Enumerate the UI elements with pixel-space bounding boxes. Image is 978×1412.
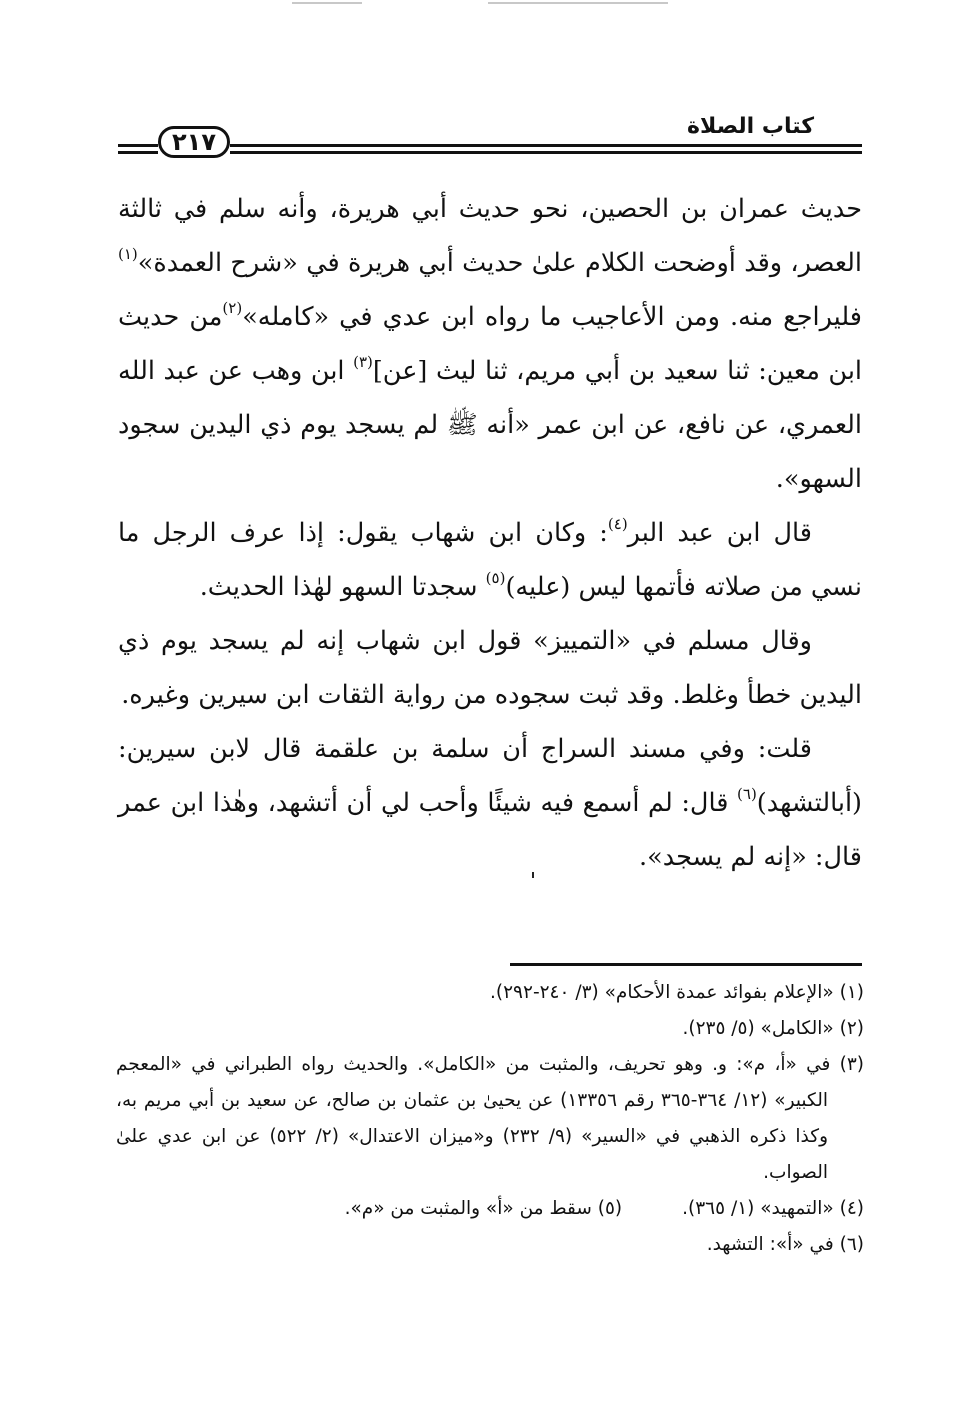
page-number: ٢١٧	[158, 126, 230, 158]
footnote: (٣) في «أ، م»: و. وهو تحريف، والمثبت من «الكامل». والحديث رواه الطبراني في «المعجم الكبير» (١٢/ ٣٦٤-٣٦٥ رقم ١٣٣٥٦) عن يحيىٰ بن عثمان بن صالح، عن سعيد بن أبي مريم به، وكذا ذكره الذهبي في «السير» (٩/ ٢٣٢) و«ميزان الاعتدال» (٢/ ٥٢٢) عن ابن عدي علىٰ الصواب.	[116, 1054, 864, 1183]
footnote: (٦) في «أ»: التشهد.	[706, 1234, 864, 1255]
footnote: (٤) «التمهيد» (١/ ٣٦٥).	[682, 1198, 864, 1219]
footnote-ref[interactable]: (٥)	[485, 569, 506, 587]
footnote-ref[interactable]: (٤)	[607, 515, 628, 533]
header-rule	[118, 151, 158, 154]
paragraph	[118, 506, 862, 614]
footnote-separator	[510, 963, 862, 966]
footnote-ref[interactable]: (٢)	[222, 299, 243, 317]
text-run: ابن وهب عن عبد الله العمري، عن نافع، عن ابن عمر «أنه ﷺ لم يسجد يوم ذي اليدين سجود السهو».	[118, 356, 862, 494]
text-run: : وكان ابن شهاب يقول: إذا عرف الرجل ما نسي من صلاته فأتمها ليس (عليه)	[118, 518, 862, 602]
footnote: (٢) «الكامل» (٥/ ٢٣٥).	[682, 1018, 864, 1039]
paragraph	[118, 182, 862, 506]
text-run: قال: لم أسمع فيه شيئًا وأحب لي أن أتشهد، وهٰذا ابن عمر قال: «إنه لم يسجد».	[118, 788, 862, 872]
text-run: قال ابن عبد البر	[627, 518, 812, 548]
paragraph: وقال مسلم في «التمييز» قول ابن شهاب إنه لم يسجد يوم ذي اليدين خطأ وغلط. وقد ثبت سجوده من رواية الثقات ابن سيرين وغيره.	[118, 626, 862, 710]
main-text	[118, 182, 862, 884]
footnote-row	[116, 1191, 864, 1227]
footnote-ref[interactable]: (٣)	[353, 353, 373, 371]
footnote: (٥) سقط من «أ» والمثبت من «م».	[344, 1198, 623, 1219]
footnote-ref[interactable]: (٦)	[737, 785, 757, 803]
paragraph	[118, 722, 862, 884]
footnote: (١) «الإعلام بفوائد عمدة الأحكام» (٣/ ٢٤٠-٢٩٢).	[490, 982, 864, 1003]
scan-artifact-right	[488, 2, 668, 4]
header-rule	[118, 144, 158, 147]
scan-artifact-left	[292, 2, 362, 4]
text-run: سجدتا السهو لهٰذا الحديث.	[199, 572, 486, 602]
text-run: حديث عمران بن الحصين، نحو حديث أبي هريرة، وأنه سلم في ثالثة العصر، وقد أوضحت الكلام علىٰ حديث أبي هريرة في «شرح العمدة»	[118, 194, 862, 278]
scan-speck	[532, 872, 534, 878]
text-run: من حديث ابن معين: ثنا سعيد بن أبي مريم، ثنا ليث [عن]	[118, 302, 863, 386]
text-run: قلت: وفي مسند السراج أن سلمة بن علقمة قال لابن سيرين: (أبالتشهد)	[118, 734, 862, 818]
header-rule	[230, 144, 862, 147]
page-header	[118, 112, 862, 160]
text-run: فليراجع منه. ومن الأعاجيب ما رواه ابن عدي في «كامله»	[242, 302, 862, 332]
header-rule	[230, 151, 862, 154]
footnotes	[116, 975, 864, 1263]
footnote-ref[interactable]: (١)	[118, 245, 138, 263]
running-title: كتاب الصلاة	[687, 114, 814, 139]
